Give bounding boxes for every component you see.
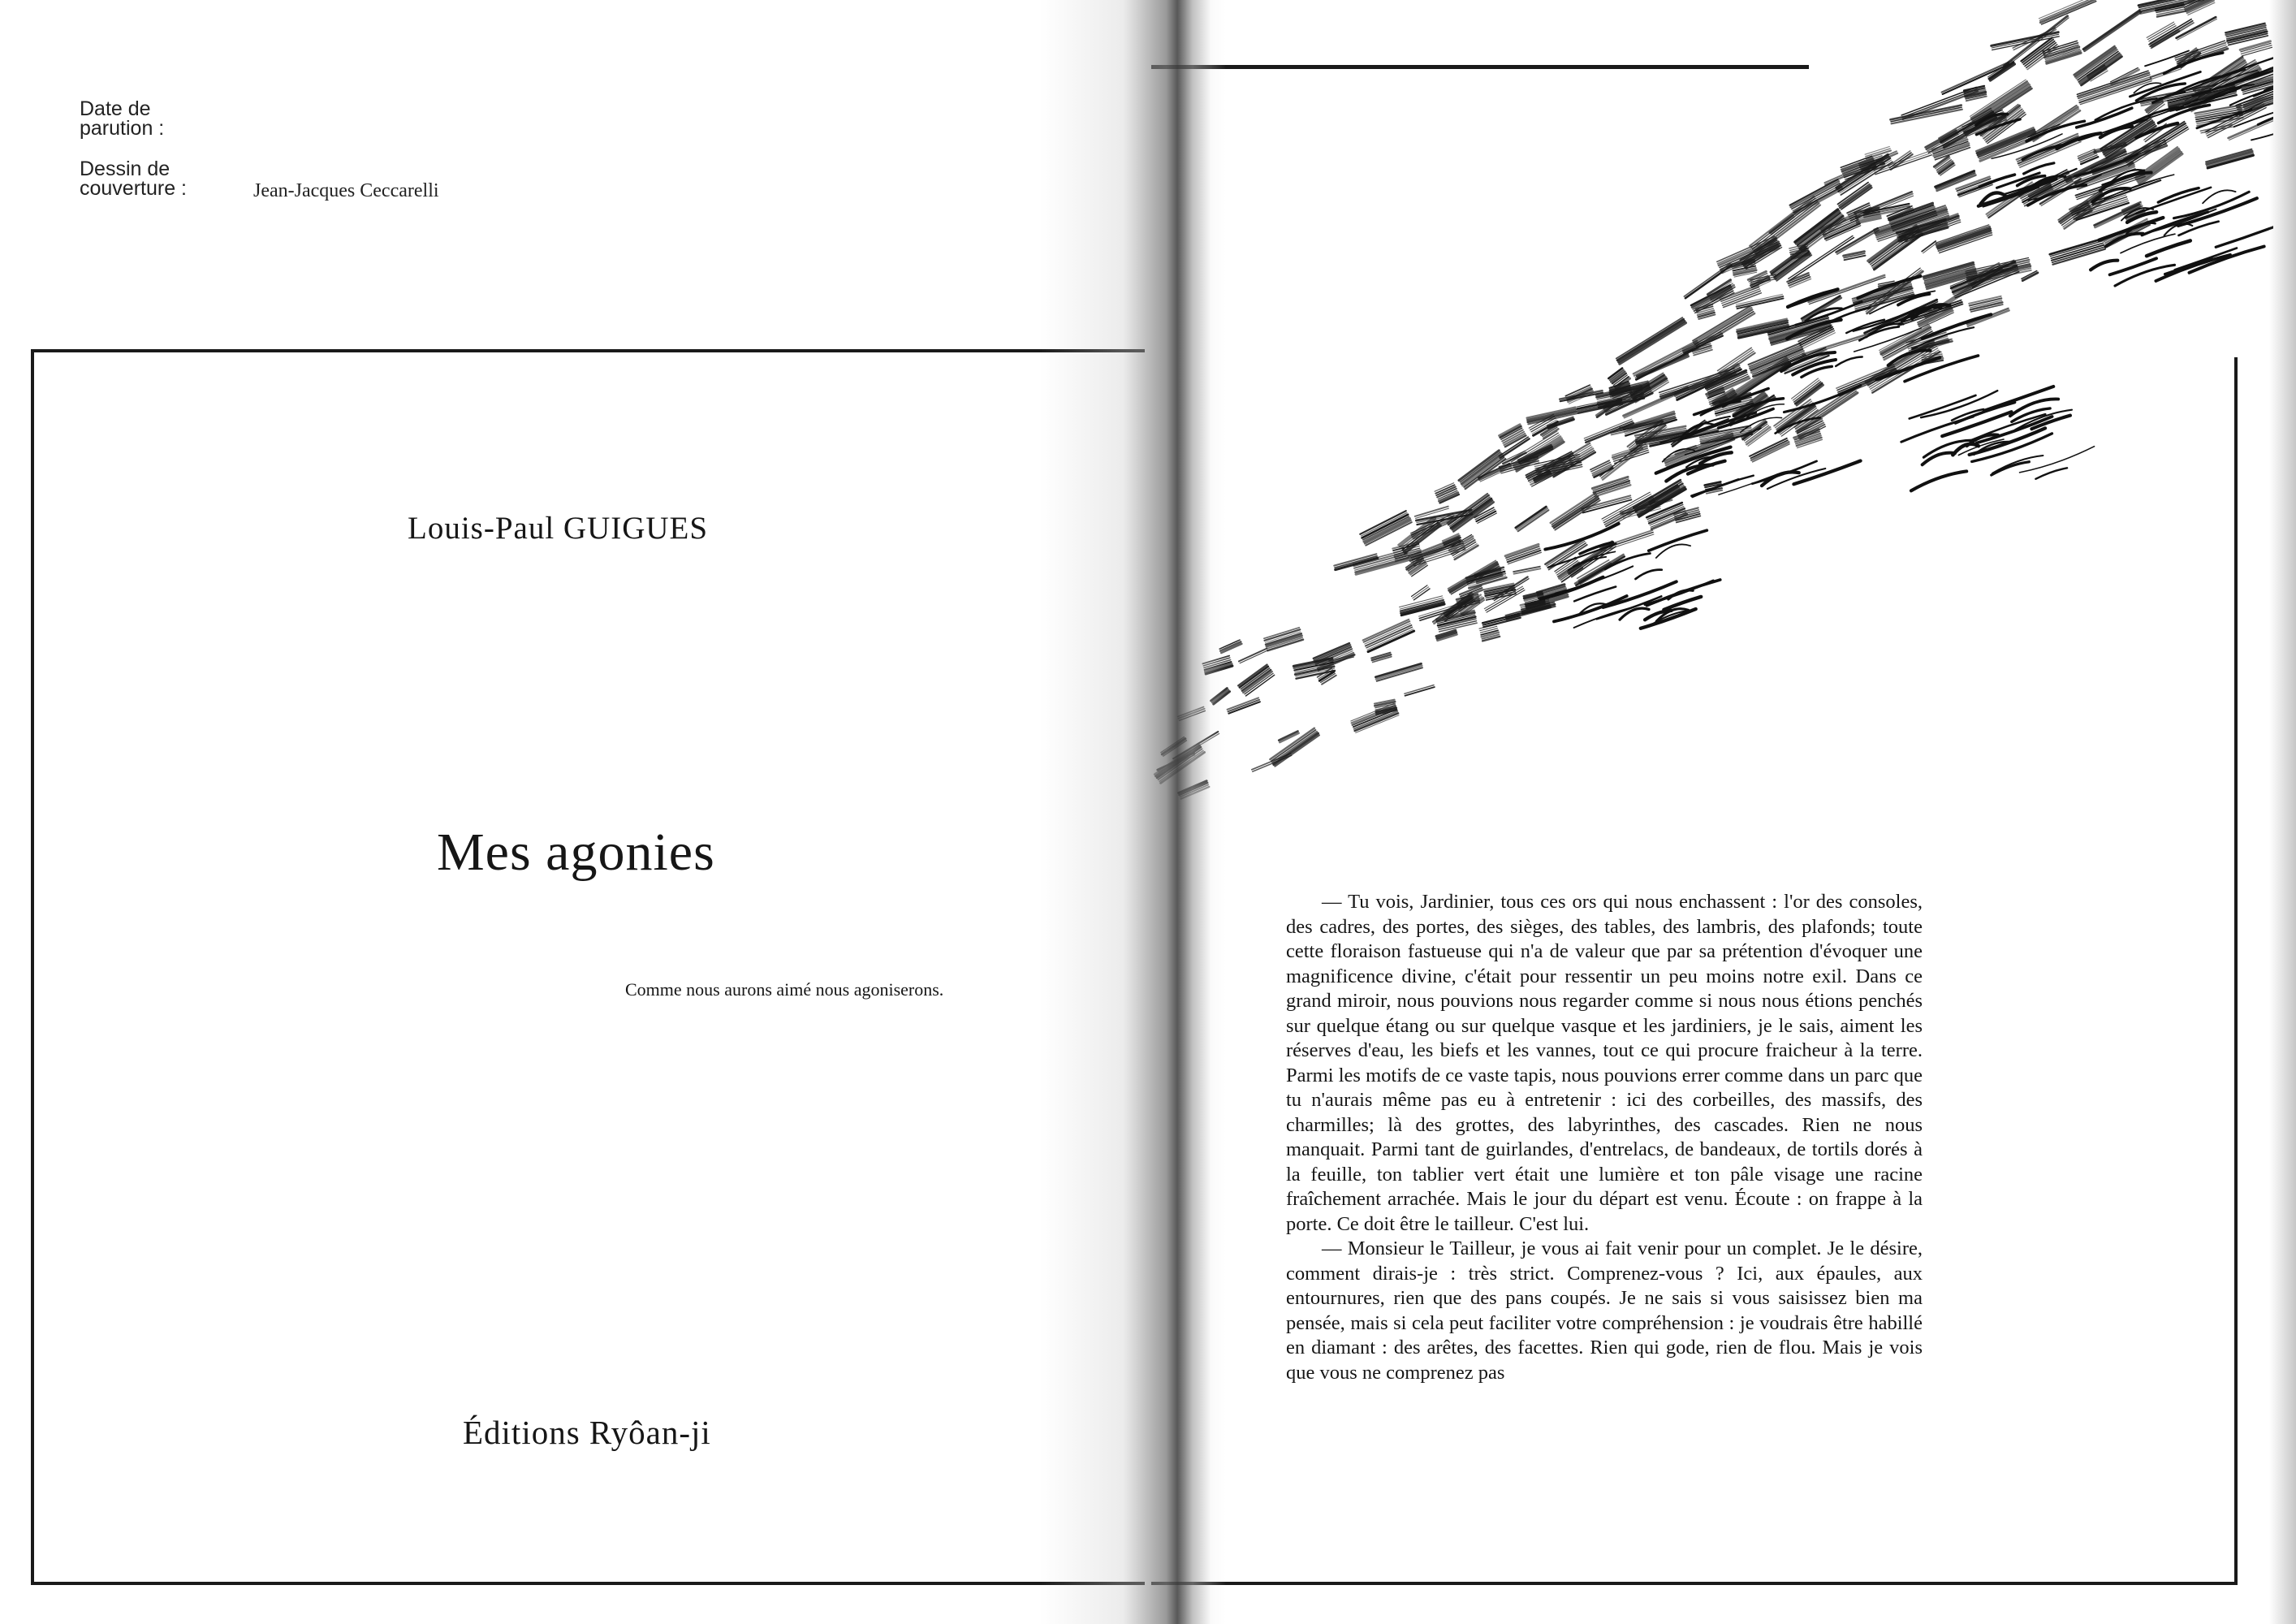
ink-stroke-cluster: [1371, 653, 1392, 663]
book-title: Mes agonies: [437, 823, 715, 882]
ink-stroke-cluster: [2050, 239, 2105, 265]
ink-stroke-cluster: [1435, 483, 1459, 503]
ink-stroke-cluster: [2083, 11, 2141, 51]
publication-date-label: Date de parution :: [80, 97, 165, 140]
ink-mass-stroke: [1793, 461, 1860, 485]
ink-stroke-cluster: [2039, 0, 2095, 24]
ink-mass-stroke: [2121, 234, 2175, 253]
ink-mass-stroke: [2091, 261, 2117, 270]
publisher-name: Éditions Ryôan-ji: [463, 1414, 711, 1451]
page-edge-shadow: [2269, 0, 2296, 1624]
ink-stroke-cluster: [1239, 649, 1267, 663]
ink-mass-stroke: [1554, 596, 1627, 621]
bottom-rule: [1151, 1582, 2238, 1585]
ink-mass-stroke: [2020, 447, 2095, 473]
ink-stroke-cluster: [1479, 624, 1500, 641]
ink-stroke-cluster: [1228, 698, 1260, 713]
ink-mass-stroke: [1636, 570, 1662, 579]
ink-stroke-cluster: [1565, 385, 1593, 404]
ink-stroke-cluster: [1516, 507, 1549, 531]
ink-mass-stroke: [2156, 255, 2230, 281]
ink-stroke-cluster: [1551, 494, 1600, 530]
ink-stroke-cluster: [2205, 102, 2266, 138]
ink-drawing-illustration: [1153, 0, 2273, 934]
paragraph-2: — Monsieur le Tailleur, je vous ai fait venir pour un complet. Je le désire, comment dirais-je : très strict. Comprenez-vous ? Ici, aux épaules, aux entournures, rien que des pans coupés. Je ne sais si vous saisissez bien ma pensée, mais si cela peut faciliter votre compréhension : je voudrais être habillé en diamant : des arêtes, des facettes. Rien qui gode, rien de flou. Mais je vois que vous ne comprenez pas: [1286, 1237, 1923, 1384]
ink-stroke-cluster: [2195, 106, 2243, 126]
paragraph-1: — Tu vois, Jardinier, tous ces ors qui nous enchassent : l'or des consoles, des cadres, des portes, des sièges, des tables, des lambris, des plafonds; toute cette floraison fastueuse qui n'a de valeur que par sa prétention d'évoquer une magnificence divine, c'était pour ressentir un peu moins notre exil. Dans ce grand miroir, nous pouvions nous regarder comme si nous nous étions penchés sur quelque étang ou sur quelque vasque et les jardiniers, je le sais, aiment les réserves d'eau, les biefs et les vannes, tout ce qui procure fraicheur à la terre. Parmi les motifs de ce vaste tapis, nous pouvions errer comme dans un parc que tu n'aurais même pas eu à entretenir : ici des corbeilles, des massifs, des charmilles; là des grottes, des labyrinthes, des cascades. Rien ne nous manquait. Parmi tant de guirlandes, d'entrelacs, de bandeaux, de tortils dorés à la feuille, ton tablier vert était une lumière et ton pâle visage une racine fraîchement arrachée. Mais le jour du départ est venu. Écoute : on frappe à la porte. Ce doit être le tailleur. C'est lui.: [1286, 891, 1923, 1235]
ink-mass-stroke: [1836, 357, 1862, 366]
ink-stroke-cluster: [2184, 0, 2215, 15]
ink-stroke-cluster: [1513, 567, 1540, 574]
ink-mass-stroke: [1574, 587, 1616, 602]
ink-mass-stroke: [1921, 391, 1997, 417]
ink-stroke-cluster: [1964, 86, 1987, 101]
ink-stroke-cluster: [2017, 134, 2081, 167]
ink-stroke-cluster: [1412, 585, 1431, 600]
ink-stroke-cluster: [1363, 620, 1414, 652]
author-name: Louis-Paul GUIGUES: [408, 511, 709, 546]
ink-mass-stroke: [2035, 468, 2067, 479]
ink-mass-stroke: [2190, 247, 2264, 273]
cover-design-label: Dessin de couverture :: [80, 158, 188, 200]
ink-stroke-cluster: [2206, 149, 2253, 168]
epigraph: Comme nous aurons aimé nous agoniserons.: [625, 979, 944, 1000]
ink-mass-stroke: [2077, 108, 2132, 127]
ink-stroke-cluster: [1592, 477, 1630, 496]
ink-stroke-cluster: [1922, 241, 1937, 253]
ink-stroke-cluster: [1674, 508, 1700, 522]
ink-stroke-cluster: [2043, 41, 2081, 63]
ink-mass-stroke: [2136, 188, 2211, 214]
ink-stroke-cluster: [2240, 41, 2272, 56]
cover-designer-name: Jean-Jacques Ceccarelli: [253, 180, 439, 201]
left-page: [0, 0, 1145, 1624]
ink-stroke-cluster: [1375, 663, 1422, 681]
ink-stroke-cluster: [1264, 628, 1303, 650]
ink-mass-stroke: [2216, 224, 2273, 248]
ink-mass-stroke: [1911, 471, 1966, 490]
ink-mass-stroke: [2147, 240, 2190, 256]
binding-shadow: [1039, 0, 1226, 1624]
ink-stroke-cluster: [1844, 252, 1866, 261]
ink-stroke-cluster: [1238, 665, 1274, 696]
ink-stroke-cluster: [1788, 273, 1811, 287]
ink-stroke-cluster: [1969, 296, 2003, 312]
body-text: [1286, 890, 1923, 1385]
ink-mass-stroke: [1603, 581, 1677, 607]
ink-stroke-cluster: [1405, 685, 1435, 696]
ink-stroke-cluster: [1505, 545, 1541, 564]
ink-stroke-cluster: [2225, 24, 2268, 45]
ink-stroke-cluster: [1750, 438, 1789, 462]
ink-stroke-cluster: [2177, 17, 2217, 40]
ink-mass-stroke: [1649, 530, 1707, 551]
ink-mass-stroke: [2158, 188, 2199, 203]
ink-mass-stroke: [1923, 440, 1972, 457]
ink-stroke-cluster: [1736, 294, 1783, 309]
